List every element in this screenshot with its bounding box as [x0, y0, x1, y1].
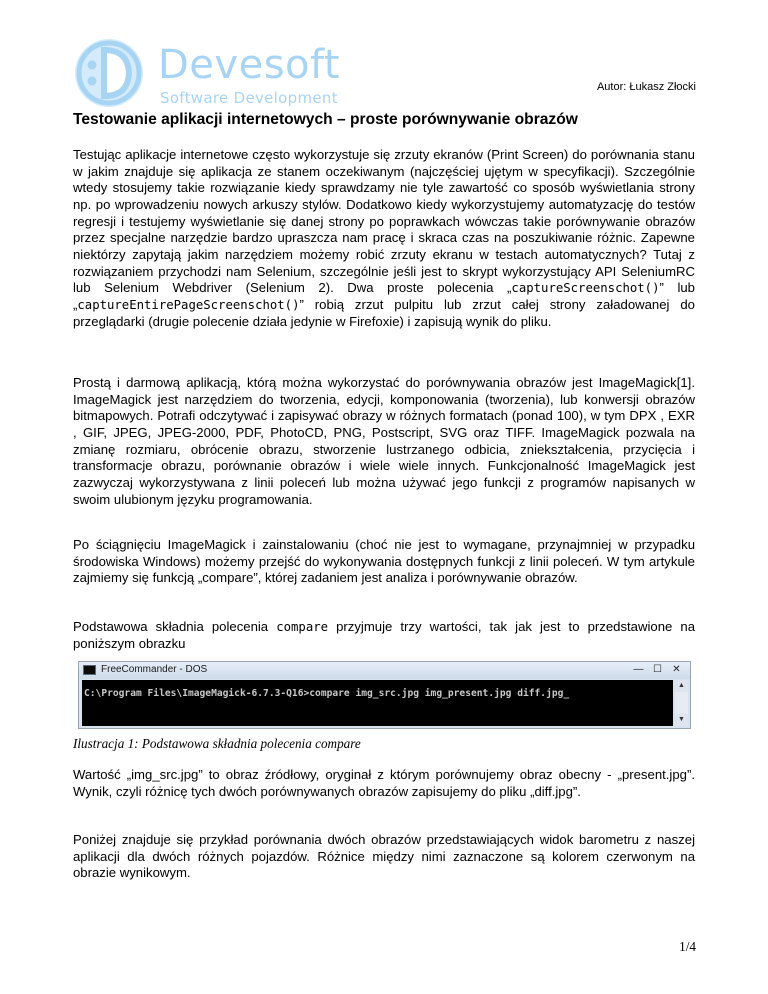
page-number: 1/4 — [679, 939, 696, 954]
intro-text-b: ” lub „ — [73, 280, 695, 312]
console-screen — [82, 680, 673, 726]
logo-tagline: Software Development — [160, 89, 338, 107]
intro-text-a: Testując aplikacje internetowe często wykorzystuje się zrzuty ekranów (Print Screen) do porównania stanu w jakim znajduje się aplikacja ze stanem oczekiwanym (najczęściej ujętym w specyfikacji). Szczególnie wtedy stosujemy takie rozwiązanie kiedy sprawdzamy nie tyle zawartość co sposób wyświetlania strony np. po wprowadzeniu nowych arkuszy stylów. Dodatkowo kiedy wykorzystujemy automatyzację do testów regresji i testujemy wyświetlanie się danej strony po poprawkach wówczas takie porównywanie obrazów przez specjalne narzędzie bardzo upraszcza nam pracę i skraca czas na poszukiwanie różnic. Zapewne niektórzy zapytają jakim narzędziem możemy robić zrzuty ekranu w testach automatycznych? Tutaj z rozwiązaniem przychodzi nam Selenium, szczególnie jeśli jest to skrypt wykorzystujący API SeleniumRC lub Selenium Webdriver (Selenium 2). Dwa proste polecenia „ — [73, 147, 695, 296]
minimize-icon: — — [633, 664, 644, 675]
syntax-text-b: przyjmuje trzy wartości, tak jak jest to przedstawione na poniższym obrazku — [73, 619, 695, 651]
example-paragraph: Poniżej znajduje się przykład porównania dwóch obrazów przedstawiających widok barometru z naszej aplikacji dla dwóch różnych pojazdów. Różnice między nimi zaznaczone są kolorem czerwonym na obrazie wynikowym. — [73, 832, 695, 881]
console-scrollbar — [675, 680, 688, 726]
install-paragraph: Po ściągnięciu ImageMagick i zainstalowaniu (choć nie jest to wymagane, przynajmniej w przypadku środowiska Windows) możemy przejść do wykonywania dostępnych funkcji z linii poleceń. W tym artykule zajmiemy się funkcją „compare”, której zadaniem jest analiza i porównywanie obrazów. — [73, 537, 695, 586]
console-titlebar — [79, 662, 690, 679]
command-prompt-icon — [83, 665, 96, 675]
code-capture-screenshot: captureScreenschot() — [511, 281, 660, 296]
scroll-down-icon: ▼ — [675, 714, 688, 726]
devesoft-logo-icon — [72, 36, 150, 110]
article-title: Testowanie aplikacji internetowych – proste porównywanie obrazów — [73, 111, 578, 128]
console-window-title: FreeCommander - DOS — [101, 664, 208, 675]
figure-caption: Ilustracja 1: Podstawowa składnia polecenia compare — [73, 736, 361, 751]
author: Autor: Łukasz Złocki — [596, 81, 696, 93]
syntax-text-a: Podstawowa składnia polecenia — [73, 619, 277, 634]
files-paragraph: Wartość „img_src.jpg” to obraz źródłowy, oryginał z którym porównujemy obraz obecny - „present.jpg”. Wynik, czyli różnicę tych dwóch porównywanych obrazów zapisujemy do pliku „diff.jpg”. — [73, 767, 695, 799]
scroll-up-icon: ▲ — [675, 680, 688, 692]
code-capture-entire-page: captureEntirePageScreenschot() — [77, 297, 300, 312]
devesoft-logo — [72, 36, 362, 110]
maximize-icon: ☐ — [653, 664, 662, 675]
console-command-line: C:\Program Files\ImageMagick-6.7.3-Q16>compare img_src.jpg img_present.jpg diff.jpg_ — [84, 688, 570, 699]
imagemagick-paragraph: Prostą i darmową aplikacją, którą można wykorzystać do porównywania obrazów jest ImageMagick[1]. ImageMagick jest narzędziem do tworzenia, edycji, komponowania (tworzenia), lub konwersji obrazów bitmapowych. Potrafi odczytywać i zapisywać obrazy w różnych formatach (ponad 100), w tym DPX , EXR , GIF, JPEG, JPEG-2000, PDF, PhotoCD, PNG, Postscript, SVG oraz TIFF. ImageMagick pozwala na zmianę rozmiaru, obrócenie obrazu, stworzenie lustrzanego odbicia, zniekształcenia, przycięcia i transformacje obrazu, porównanie obrazów i wiele wiele innych. Funkcjonalność ImageMagick jest zazwyczaj wykorzystywana z linii poleceń lub można używać jego funkcji z programów napisanych w swoim ulubionym języku programowania. — [73, 375, 695, 507]
console-screenshot — [78, 661, 691, 729]
intro-text-c: ” robią zrzut pulpitu lub zrzut całej strony załadowanej do przeglądarki (drugie polecenie działa jedynie w Firefoxie) i zapisują wynik do pliku. — [73, 296, 695, 329]
close-icon: ✕ — [672, 664, 681, 675]
code-compare: compare — [276, 620, 329, 634]
intro-paragraph — [73, 147, 695, 330]
syntax-paragraph — [73, 619, 695, 652]
logo-name: Devesoft — [158, 42, 341, 88]
